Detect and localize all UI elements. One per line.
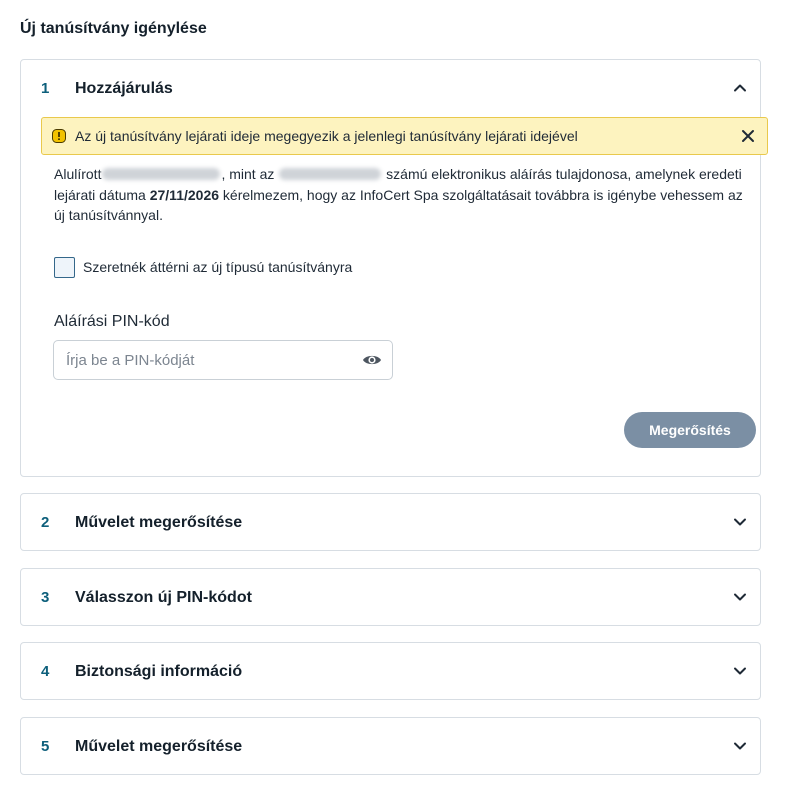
- step-title: Biztonsági információ: [75, 663, 243, 680]
- eye-icon[interactable]: [362, 352, 382, 368]
- step-panel-3[interactable]: [20, 568, 761, 626]
- pin-input[interactable]: [66, 341, 346, 379]
- step-number: 5: [41, 738, 50, 755]
- redacted-id: [279, 168, 381, 180]
- step-title: Válasszon új PIN-kódot: [75, 589, 252, 606]
- step-title: Művelet megerősítése: [75, 514, 243, 531]
- step-panel-4[interactable]: [20, 642, 761, 700]
- step-title: Hozzájárulás: [75, 80, 173, 97]
- close-icon[interactable]: [741, 129, 755, 143]
- warning-alert: [41, 117, 768, 155]
- step-number: 3: [41, 589, 50, 606]
- pin-label: Aláírási PIN-kód: [54, 313, 170, 330]
- step-header-4[interactable]: [21, 643, 760, 701]
- chevron-down-icon[interactable]: [732, 663, 748, 679]
- expiry-date: 27/11/2026: [149, 186, 220, 203]
- warning-icon: [52, 129, 66, 143]
- chevron-down-icon[interactable]: [732, 514, 748, 530]
- step-header-3[interactable]: [21, 569, 760, 627]
- pin-field[interactable]: [53, 340, 393, 380]
- step-header-5[interactable]: [21, 718, 760, 776]
- chevron-up-icon[interactable]: [732, 80, 748, 96]
- migrate-checkbox[interactable]: [54, 257, 75, 278]
- confirm-button[interactable]: Megerősítés: [624, 412, 756, 448]
- step-panel-1: [20, 59, 761, 477]
- step-number: 2: [41, 514, 50, 531]
- step-title: Művelet megerősítése: [75, 738, 243, 755]
- checkbox-label: Szeretnék áttérni az új típusú tanúsítványra: [83, 259, 353, 275]
- page-title: Új tanúsítvány igénylése: [20, 20, 207, 37]
- chevron-down-icon[interactable]: [732, 738, 748, 754]
- step-panel-2[interactable]: [20, 493, 761, 551]
- alert-text: Az új tanúsítvány lejárati ideje megegyezik a jelenlegi tanúsítvány lejárati idejével: [75, 128, 578, 144]
- step-number: 4: [41, 663, 50, 680]
- step-panel-5[interactable]: [20, 717, 761, 775]
- step-number: 1: [41, 80, 50, 97]
- chevron-down-icon[interactable]: [732, 589, 748, 605]
- step-header-1[interactable]: [21, 60, 760, 118]
- redacted-name: [102, 168, 220, 180]
- step-header-2[interactable]: [21, 494, 760, 552]
- consent-text: Alulírott , mint az számú elektronikus aláírás tulajdonosa, amelynek eredeti lejárati dátuma 27/11/2026 kérelmezem, hogy az InfoCert Spa szolgáltatásait továbbra is igénybe vehessem az új tanúsítvánnyal.: [54, 166, 743, 223]
